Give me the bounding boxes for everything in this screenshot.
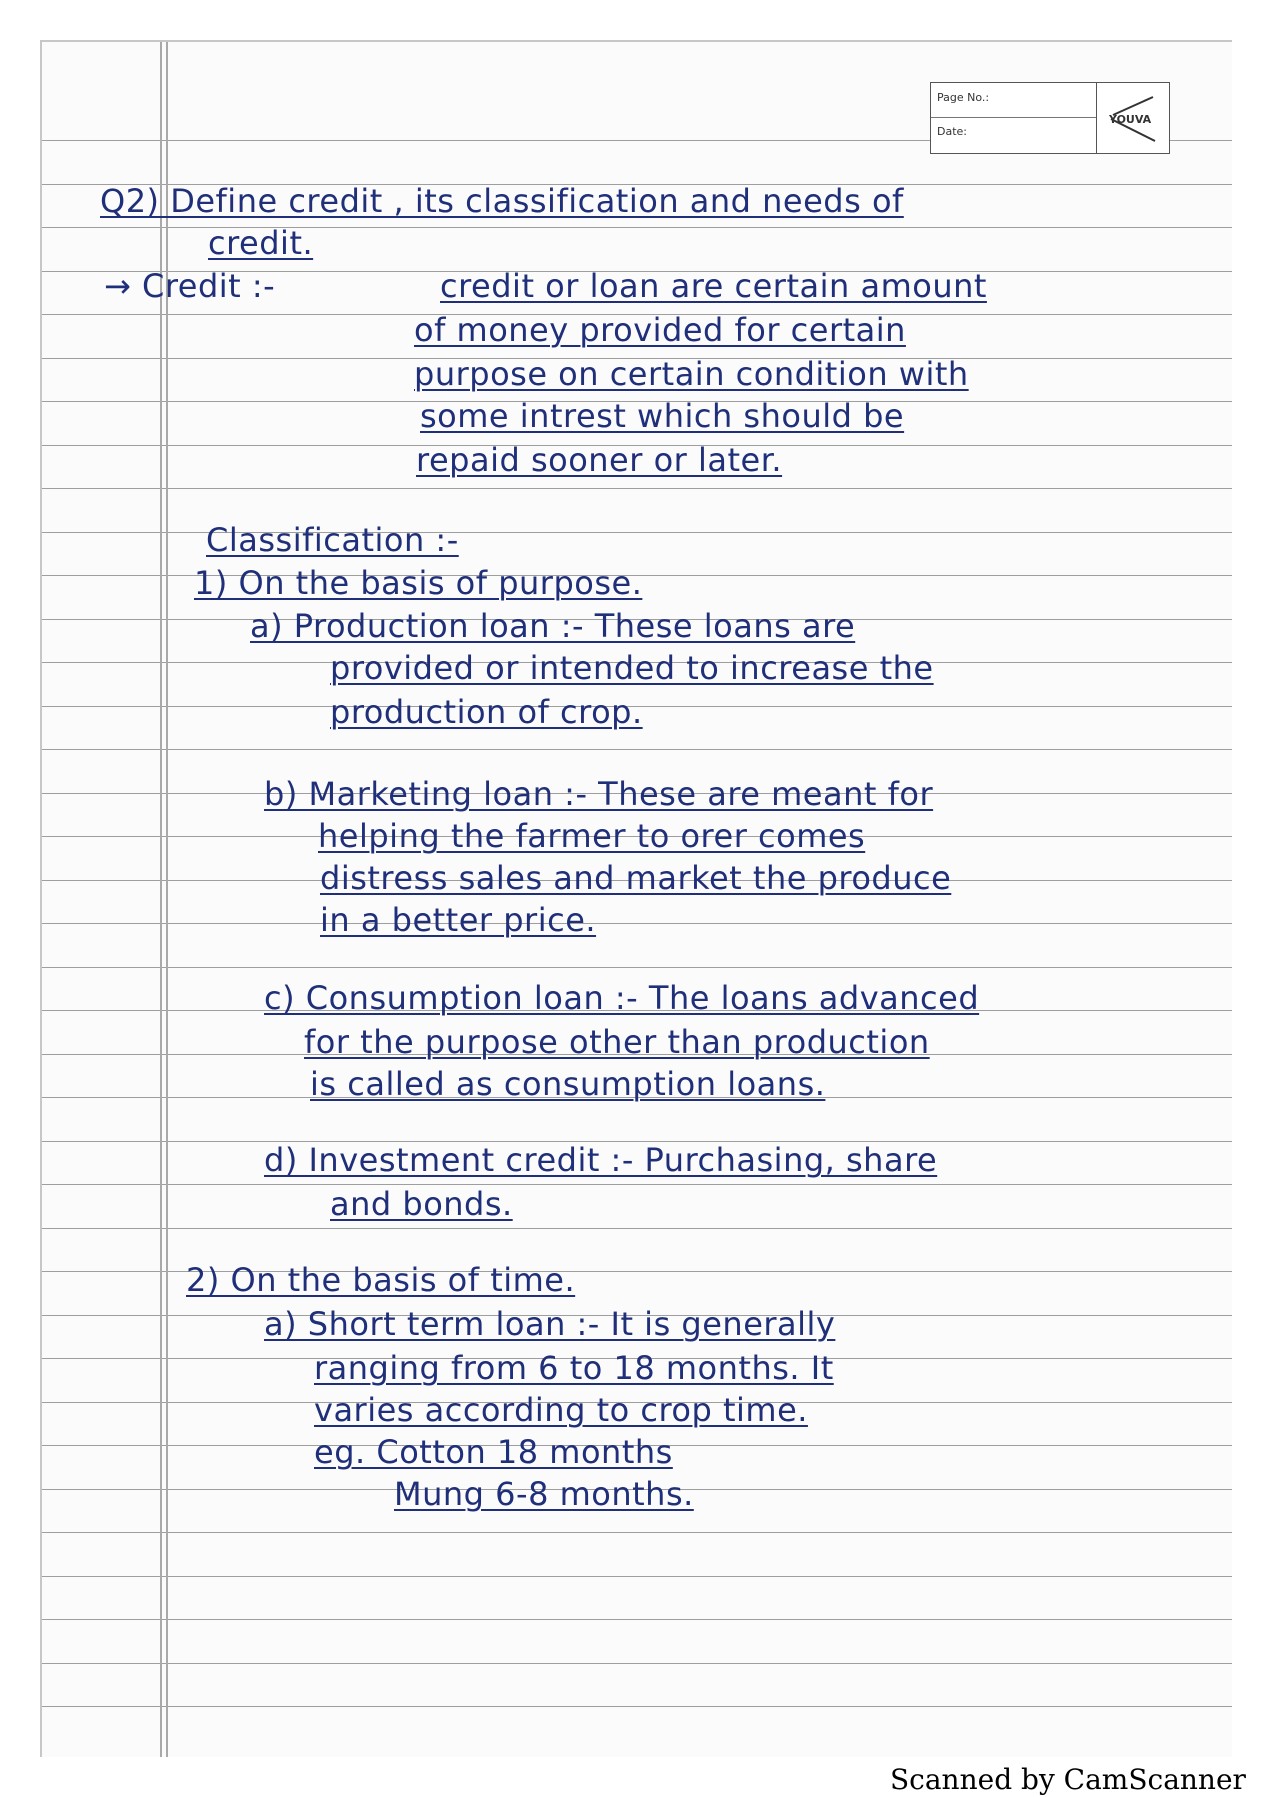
- ruled-line: [42, 749, 1232, 750]
- production-loan-line-1: a) Production loan :- These loans are: [250, 607, 856, 645]
- marketing-loan-line-2: helping the farmer to orer comes: [318, 817, 866, 855]
- credit-definition-line-1: credit or loan are certain amount: [440, 267, 987, 305]
- credit-definition-line-2: of money provided for certain: [414, 311, 906, 349]
- ruled-line: [42, 1663, 1232, 1664]
- short-term-loan-line-3: varies according to crop time.: [314, 1391, 808, 1429]
- page-date-fields: [931, 83, 1097, 153]
- q2-title-line-2: credit.: [208, 224, 314, 262]
- ruled-line: [42, 488, 1232, 489]
- brand-logo-icon: [1101, 89, 1165, 147]
- scan-credit-footer: Scanned by CamScanner: [890, 1763, 1246, 1796]
- credit-definition-line-4: some intrest which should be: [420, 397, 905, 435]
- example-line-2: Mung 6-8 months.: [394, 1475, 694, 1513]
- production-loan-line-3: production of crop.: [330, 693, 643, 731]
- brand-text: YOUVA: [1109, 113, 1152, 126]
- page-date-box: [930, 82, 1170, 154]
- ruled-line: [42, 1532, 1232, 1533]
- investment-credit-line-1: d) Investment credit :- Purchasing, share: [264, 1141, 938, 1179]
- basis-time-heading: 2) On the basis of time.: [186, 1261, 576, 1299]
- q2-title-line-1: Q2) Define credit , its classification and needs of: [100, 182, 904, 220]
- short-term-loan-line-2: ranging from 6 to 18 months. It: [314, 1349, 834, 1387]
- date-label: Date:: [937, 125, 967, 138]
- classification-heading: Classification :-: [206, 521, 459, 559]
- ruled-line: [42, 1228, 1232, 1229]
- marketing-loan-line-1: b) Marketing loan :- These are meant for: [264, 775, 934, 813]
- production-loan-line-2: provided or intended to increase the: [330, 649, 934, 687]
- short-term-loan-line-1: a) Short term loan :- It is generally: [264, 1305, 836, 1343]
- credit-definition-line-3: purpose on certain condition with: [414, 355, 969, 393]
- page-no-label: Page No.:: [937, 91, 990, 104]
- notebook-page: [40, 40, 1232, 1757]
- ruled-line: [42, 967, 1232, 968]
- basis-purpose-heading: 1) On the basis of purpose.: [194, 564, 643, 602]
- consumption-loan-line-2: for the purpose other than production: [304, 1023, 930, 1061]
- consumption-loan-line-1: c) Consumption loan :- The loans advanced: [264, 979, 980, 1017]
- ruled-line: [42, 1184, 1232, 1185]
- example-line-1: eg. Cotton 18 months: [314, 1433, 673, 1471]
- credit-heading: → Credit :-: [104, 267, 276, 305]
- ruled-line: [42, 1576, 1232, 1577]
- investment-credit-line-2: and bonds.: [330, 1185, 513, 1223]
- credit-definition-line-5: repaid sooner or later.: [416, 441, 783, 479]
- ruled-line: [42, 923, 1232, 924]
- marketing-loan-line-4: in a better price.: [320, 901, 597, 939]
- consumption-loan-line-3: is called as consumption loans.: [310, 1065, 826, 1103]
- marketing-loan-line-3: distress sales and market the produce: [320, 859, 952, 897]
- ruled-line: [42, 1706, 1232, 1707]
- ruled-line: [42, 1619, 1232, 1620]
